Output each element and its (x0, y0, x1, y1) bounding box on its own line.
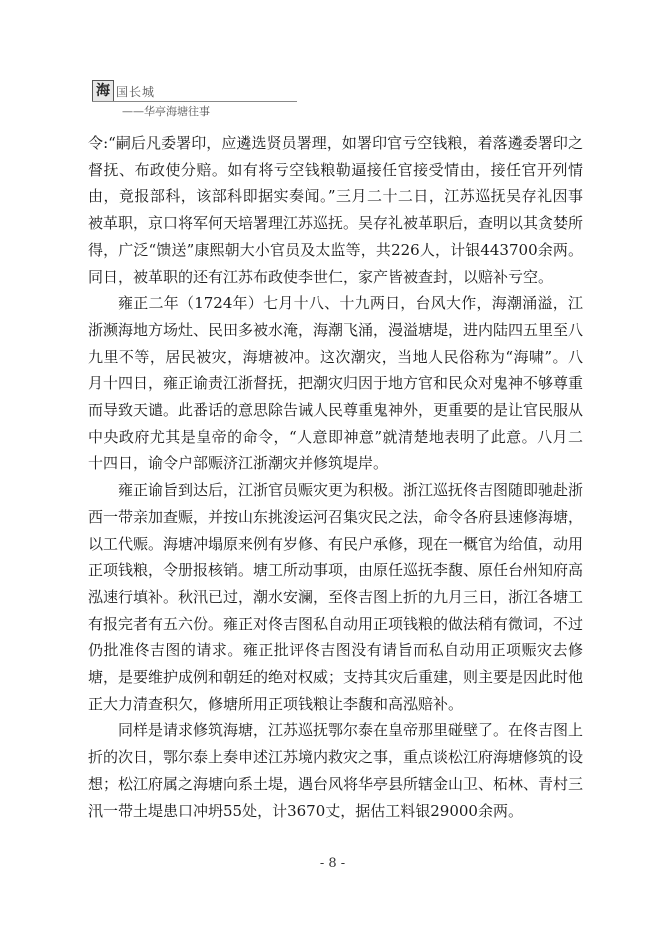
chapter-title: ——华亭海塘往事 (122, 105, 210, 118)
body-text (88, 130, 583, 824)
paragraph: 雍正谕旨到达后，江浙官员赈灾更为积极。浙江巡抚佟吉图随即驰赴浙西一带亲加查赈，并按山东挑浚运河召集灾民之法，命令各府县速修海塘，以工代赈。海塘冲塌原来例有岁修、有民户承修，现在一概官为给值，动用正项钱粮，令册报核销。塘工所动事项，由原任巡抚李馥、原任台州知府高泓速行填补。秋汛已过，潮水安澜，至佟吉图上折的九月三日，浙江各塘工有报完者有五六份。雍正对佟吉图私自动用正项钱粮的做法稍有微词，不过仍批准佟吉图的请求。雍正批评佟吉图没有请旨而私自动用正项赈灾去修塘，是要维护成例和朝廷的绝对权威；支持其灾后重建，则主要是因此时他正大力清查积欠，修塘所用正项钱粮让李馥和高泓赔补。 (88, 481, 584, 713)
page-number: - 8 - (319, 856, 346, 871)
header-divider (92, 101, 297, 102)
book-logo: 海 (92, 80, 114, 102)
paragraph: 令:“嗣后凡委署印，应遴选贤员署理，如署印官亏空钱粮，着落遴委署印之督抚、布政使分赔。如有将亏空钱粮勒逼接任官接受情由，接任官开列情由，竟报部科，该部科即据实奏闻。”三月二十二日，江苏巡抚吴存礼因事被革职，京口将军何天培署理江苏巡抚。吴存礼被革职后，查明以其贪婪所得，广泛“馈送”康熙朝大小官员及太监等，共226人，计银443700余两。同日，被革职的还有江苏布政使李世仁，家产皆被查封，以赔补亏空。 (88, 134, 584, 286)
paragraph: 雍正二年（1724年）七月十八、十九两日，台风大作，海潮涌溢，江浙濒海地方场灶、民田多被水淹，海潮飞涌，漫溢塘堤，进内陆四五里至八九里不等，居民被灾，海塘被冲。这次潮灾，当地人民俗称为“海啸”。八月十四日，雍正谕责江浙督抚，把潮灾归因于地方官和民众对鬼神不够尊重而导致天谴。此番话的意思除告诫人民尊重鬼神外，更重要的是让官民服从中央政府尤其是皇帝的命令，“人意即神意”就清楚地表明了此意。八月二十四日，谕令户部赈济江浙潮灾并修筑堤岸。 (88, 294, 584, 473)
book-title: 国长城 (116, 85, 156, 99)
paragraph: 同样是请求修筑海塘，江苏巡抚鄂尔泰在皇帝那里碰壁了。在佟吉图上折的次日，鄂尔泰上奏申述江苏境内救灾之事，重点谈松江府海塘修筑的设想；松江府属之海塘向系土堤，遇台风将华亭县所辖金山卫、柘林、青村三汛一带土堤患口冲坍55处，计3670丈，据估工料银29000余两。 (88, 721, 584, 820)
running-header (92, 80, 352, 120)
